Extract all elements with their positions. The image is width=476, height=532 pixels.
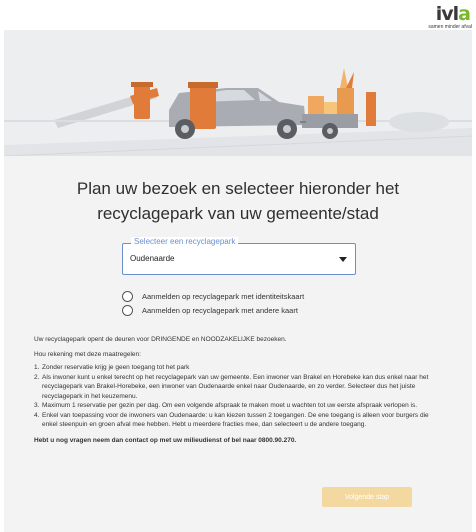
reservation-card [4,30,472,532]
top-header [0,0,476,30]
radio-option-other-card[interactable] [122,303,298,317]
list-item: 1. Zonder reservatie krijg je geen toegang tot het park [34,364,190,371]
rules-list [34,363,439,430]
logo-wordmark: ivla [435,3,470,25]
radio-label: Aanmelden op recyclagepark met andere kaart [142,305,298,315]
select-value: Oudenaarde [130,254,175,263]
radio-circle-icon[interactable] [122,291,133,302]
recycling-park-illustration [4,30,472,156]
radio-option-identity-card[interactable] [122,289,304,303]
radio-circle-icon[interactable] [122,305,133,316]
recyclagepark-select[interactable] [122,237,356,275]
logo-tagline: samen minder afval [428,24,472,30]
page-title: Plan uw bezoek en selecteer hieronder het recyclagepark van uw gemeente/stad [76,179,400,223]
radio-label: Aanmelden op recyclagepark met identiteitskaart [142,291,305,301]
hero-illustration [4,30,472,156]
opening-notice: Uw recyclagepark opent de deuren voor DRINGENDE en NOODZAKELIJKE bezoeken. [34,336,287,343]
select-label: Selecteer een recyclagepark [131,237,238,246]
measures-heading: Hou rekening met deze maatregelen: [34,351,141,358]
ivla-logo[interactable] [414,3,472,30]
next-step-button[interactable]: Volgende stap [322,487,412,507]
chevron-down-icon[interactable] [339,257,347,262]
list-item: 4. Enkel van toepassing voor de inwoners van Oudenaarde: u kan kiezen tussen 2 toegangen. De ene toegang is alleen voor burgers die enkel steenpuin en groen afval mee hebben. Hebt u meerdere fracties mee, dan selecteert u de andere toegang. [34,411,429,428]
list-item: 3. Maximum 1 reservatie per gezin per dag. Om een volgende afspraak te maken moet u wachten tot uw eerste afspraak verlopen is. [34,402,418,409]
list-item: 2. Als inwoner kunt u enkel terecht op het recyclagepark van uw gemeente. Een inwoner van Brakel en Horebeke kan dus enkel naar het recyclagepark van Brakel-Horebeke, een inwoner van Oudenaarde enkel naar Oudenaarde, en zo verder. Selecteer dus het juiste recyclagepark in het keuzemenu. [34,373,429,400]
contact-notice: Hebt u nog vragen neem dan contact op met uw milieudienst of bel naar 0800.90.270. [34,437,297,444]
